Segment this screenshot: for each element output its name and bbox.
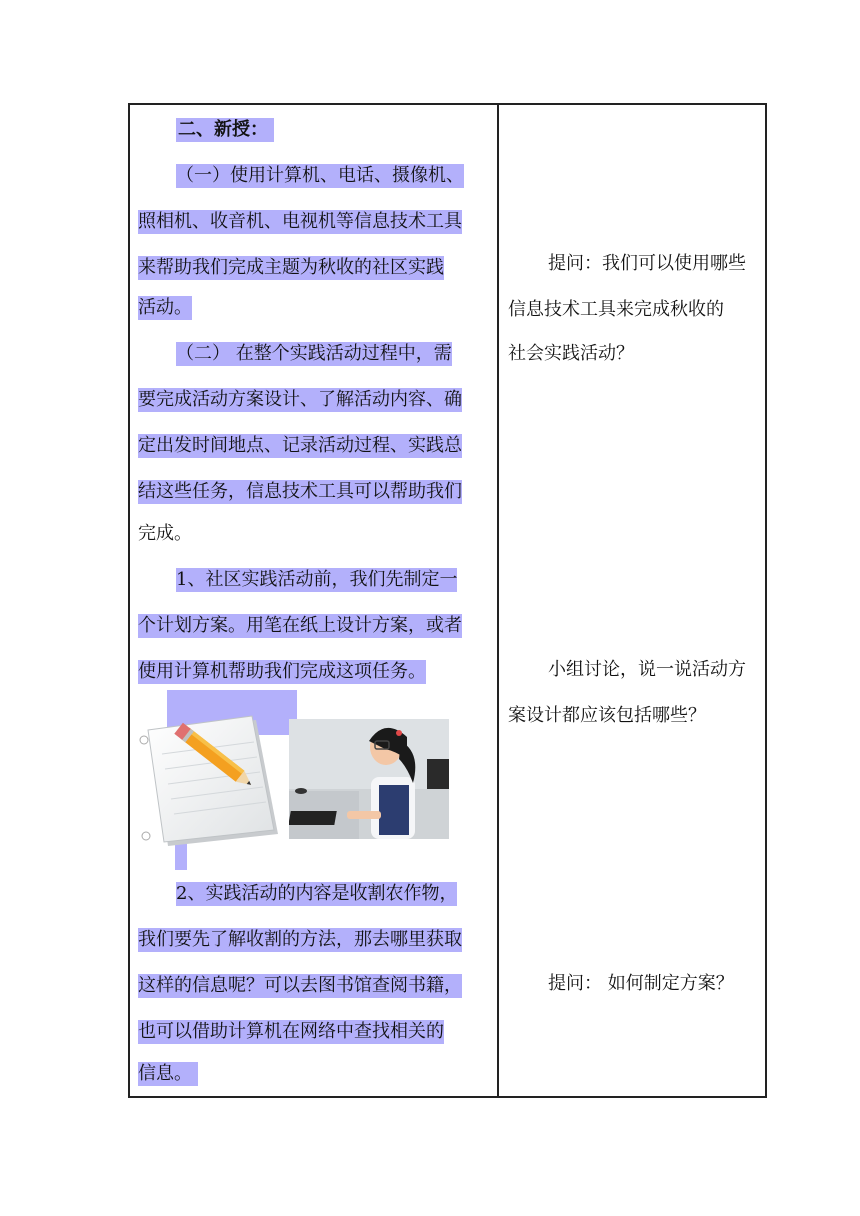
question1-line1: 提问：我们可以使用哪些 [548, 253, 746, 274]
girl-computer-photo [289, 719, 449, 839]
para2-line3: 定出发时间地点、记录活动过程、实践总 [138, 435, 462, 456]
question3: 提问： 如何制定方案？ [548, 973, 734, 994]
column-divider [497, 103, 499, 1098]
para1-line4: 活动。 [138, 297, 192, 318]
para1-line3: 来帮助我们完成主题为秋收的社区实践 [138, 257, 444, 278]
para2-line1: （二） 在整个实践活动过程中，需 [176, 343, 452, 364]
para3-line2: 个计划方案。用笔在纸上设计方案，或者 [138, 615, 462, 636]
para3-line1: 1、社区实践活动前，我们先制定一 [176, 569, 458, 590]
para1-line2: 照相机、收音机、电视机等信息技术工具 [138, 211, 462, 232]
paper-pencil-icon [138, 714, 284, 848]
para4-line2: 我们要先了解收割的方法，那去哪里获取 [138, 929, 462, 950]
para3-line3: 使用计算机帮助我们完成这项任务。 [138, 661, 426, 682]
para4-line1: 2、实践活动的内容是收割农作物， [176, 883, 458, 904]
question1-line3: 社会实践活动？ [508, 343, 634, 364]
section-heading: 二、新授： [176, 118, 274, 142]
question1-line2: 信息技术工具来完成秋收的 [508, 299, 724, 320]
para2-line4: 结这些任务，信息技术工具可以帮助我们 [138, 481, 462, 502]
discussion-line1: 小组讨论，说一说活动方 [548, 659, 746, 680]
para4-line3: 这样的信息呢？可以去图书馆查阅书籍， [138, 975, 462, 996]
para4-line4: 也可以借助计算机在网络中查找相关的 [138, 1021, 444, 1042]
para1-line1: （一）使用计算机、电话、摄像机、 [176, 165, 464, 186]
para2-line2: 要完成活动方案设计、了解活动内容、确 [138, 389, 462, 410]
para2-line5: 完成。 [138, 523, 192, 544]
discussion-line2: 案设计都应该包括哪些？ [508, 705, 706, 726]
para4-line5: 信息。 [138, 1062, 198, 1086]
